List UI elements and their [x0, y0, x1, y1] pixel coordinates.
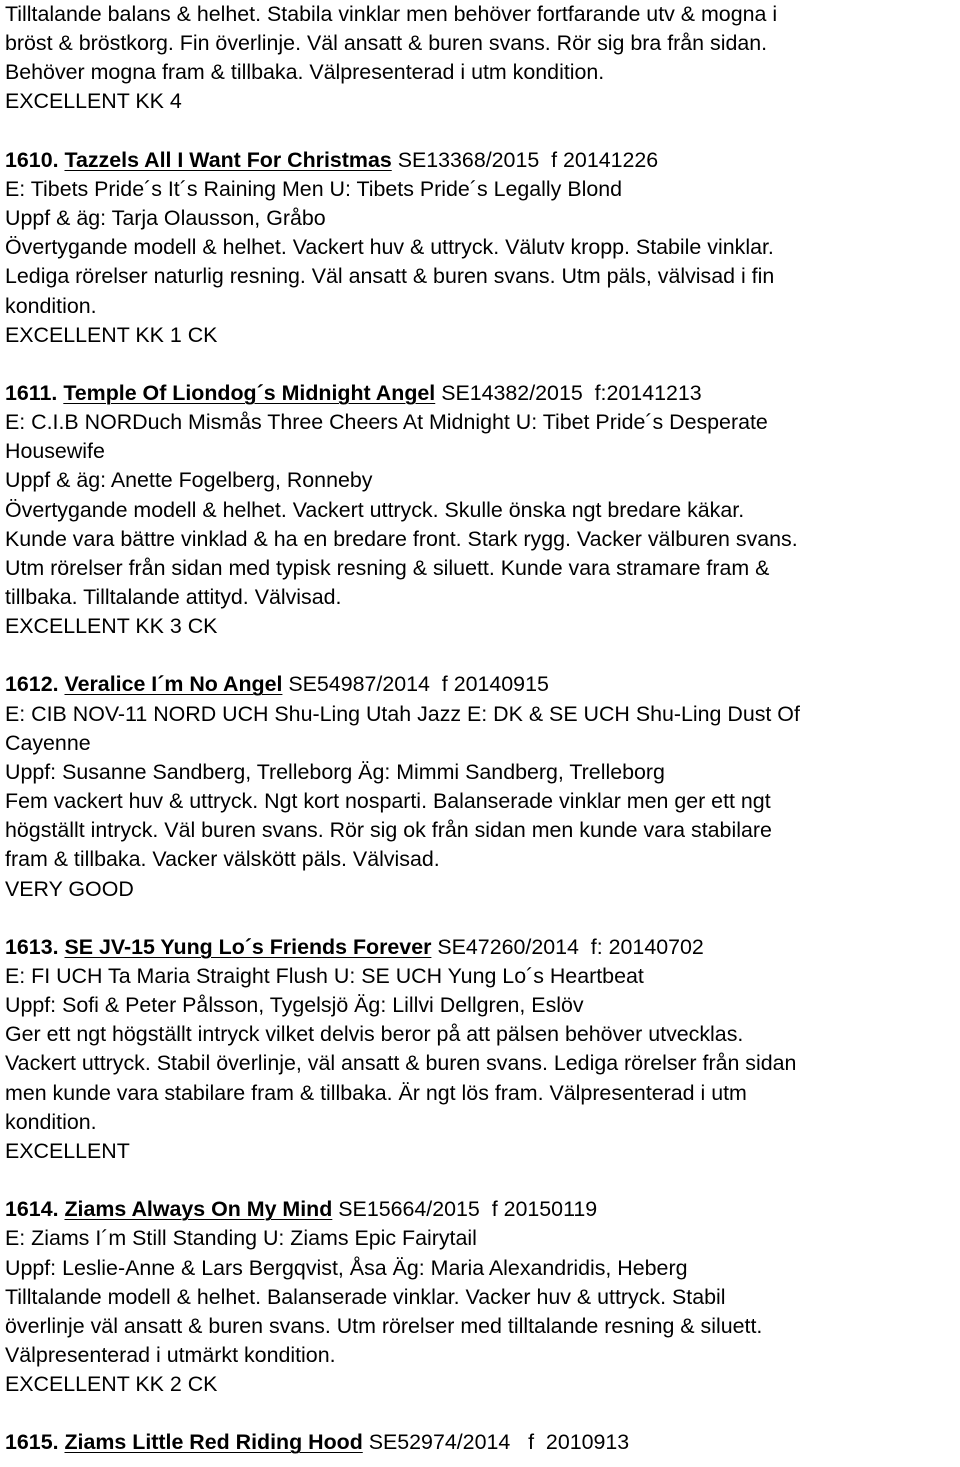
- entry-detail-line: Uppf & äg: Anette Fogelberg, Ronneby: [5, 468, 373, 493]
- entry-heading: [5, 933, 704, 962]
- dog-name: Tazzels All I Want For Christmas: [64, 147, 392, 172]
- catalog-number: 1612.: [5, 672, 59, 697]
- catalog-number: 1614.: [5, 1197, 59, 1222]
- catalog-number: 1610.: [5, 147, 59, 172]
- entry-heading: [5, 670, 549, 699]
- entry-detail-line: Uppf & äg: Tarja Olausson, Gråbo: [5, 206, 326, 230]
- dog-name: Ziams Always On My Mind: [64, 1197, 333, 1222]
- entry-detail-line: Housewife: [5, 439, 105, 464]
- entry-detail-line: kondition.: [5, 1109, 97, 1134]
- dog-name: SE JV-15 Yung Lo´s Friends Forever: [64, 934, 432, 959]
- entry-detail-line: E: FI UCH Ta Maria Straight Flush U: SE UCH Yung Lo´s Heartbeat: [5, 963, 644, 988]
- dog-name: Temple Of Liondog´s Midnight Angel: [63, 380, 436, 405]
- entry-detail-line: E: Tibets Pride´s It´s Raining Men U: Tibets Pride´s Legally Blond: [5, 176, 623, 201]
- entry-detail-line: Vackert uttryck. Stabil överlinje, väl ansatt & buren svans. Lediga rörelser från sidan: [5, 1051, 797, 1076]
- entry-detail-line: överlinje väl ansatt & buren svans. Utm rörelser med tilltalande resning & siluett.: [5, 1313, 763, 1338]
- entry-detail-line: fram & tillbaka. Vacker välskött päls. Välvisad.: [5, 847, 440, 872]
- critique-line: Tilltalande balans & helhet. Stabila vinklar men behöver fortfarande utv & mogna i: [5, 2, 778, 26]
- entry-detail-line: Uppf: Leslie-Anne & Lars Bergqvist, Åsa Äg: Maria Alexandridis, Heberg: [5, 1255, 688, 1280]
- registration-and-birthdate: SE13368/2015 f 20141226: [397, 147, 659, 172]
- entry-detail-line: E: CIB NOV-11 NORD UCH Shu-Ling Utah Jazz E: DK & SE UCH Shu-Ling Dust Of: [5, 701, 800, 726]
- entry-detail-line: Kunde vara bättre vinklad & ha en bredare front. Stark rygg. Vacker välburen svans.: [5, 526, 798, 551]
- entry-detail-line: Välpresenterad i utmärkt kondition.: [5, 1342, 336, 1367]
- entry-detail-line: Cayenne: [5, 730, 91, 755]
- entry-detail-line: Fem vackert huv & uttryck. Ngt kort nosparti. Balanserade vinklar men ger ett ngt: [5, 789, 771, 813]
- dog-name: Veralice I´m No Angel: [64, 672, 283, 697]
- registration-and-birthdate: SE47260/2014 f: 20140702: [437, 934, 704, 959]
- result-line: VERY GOOD: [5, 876, 134, 901]
- catalog-number: 1613.: [5, 934, 59, 959]
- result-line: EXCELLENT: [5, 1138, 130, 1163]
- result-line: EXCELLENT KK 4: [5, 89, 182, 114]
- critique-line: bröst & bröstkorg. Fin överlinje. Väl ansatt & buren svans. Rör sig bra från sidan.: [5, 31, 768, 56]
- registration-and-birthdate: SE54987/2014 f 20140915: [288, 672, 549, 697]
- entry-detail-line: E: C.I.B NORDuch Mismås Three Cheers At Midnight U: Tibet Pride´s Desperate: [5, 410, 768, 435]
- entry-detail-line: kondition.: [5, 293, 97, 318]
- registration-and-birthdate: SE52974/2014 f 2010913: [368, 1430, 630, 1455]
- entry-detail-line: tillbaka. Tilltalande attityd. Välvisad.: [5, 585, 342, 609]
- entry-detail-line: Uppf: Sofi & Peter Pålsson, Tygelsjö Äg: Lillvi Dellgren, Eslöv: [5, 993, 584, 1018]
- entry-detail-line: Ger ett ngt högställt intryck vilket delvis beror på att pälsen behöver utvecklas.: [5, 1022, 744, 1047]
- critique-line: Behöver mogna fram & tillbaka. Välpresenterad i utm kondition.: [5, 60, 605, 85]
- result-line: EXCELLENT KK 1 CK: [5, 322, 218, 347]
- registration-and-birthdate: SE14382/2015 f:20141213: [441, 380, 702, 405]
- entry-detail-line: Uppf: Susanne Sandberg, Trelleborg Äg: Mimmi Sandberg, Trelleborg: [5, 759, 665, 784]
- catalog-number: 1611.: [5, 380, 58, 405]
- registration-and-birthdate: SE15664/2015 f 20150119: [338, 1197, 598, 1222]
- entry-detail-line: men kunde vara stabilare fram & tillbaka. Är ngt lös fram. Välpresenterad i utm: [5, 1080, 747, 1105]
- result-line: EXCELLENT KK 2 CK: [5, 1372, 218, 1396]
- dog-name: Ziams Little Red Riding Hood: [64, 1430, 363, 1455]
- entry-detail-line: Övertygande modell & helhet. Vackert uttryck. Skulle önska ngt bredare käkar.: [5, 497, 745, 522]
- catalog-number: 1615.: [5, 1430, 59, 1455]
- entry-heading: [5, 1428, 629, 1457]
- entry-detail-line: E: Ziams I´m Still Standing U: Ziams Epic Fairytail: [5, 1226, 477, 1251]
- entry-detail-line: Utm rörelser från sidan med typisk resning & siluett. Kunde vara stramare fram &: [5, 555, 770, 580]
- entry-detail-line: högställt intryck. Väl buren svans. Rör sig ok från sidan men kunde vara stabilare: [5, 818, 772, 843]
- entry-detail-line: Lediga rörelser naturlig resning. Väl ansatt & buren svans. Utm päls, välvisad i fin: [5, 264, 775, 289]
- result-line: EXCELLENT KK 3 CK: [5, 614, 218, 639]
- entry-detail-line: Övertygande modell & helhet. Vackert huv & uttryck. Välutv kropp. Stabile vinklar.: [5, 235, 774, 260]
- entry-heading: [5, 146, 658, 175]
- entry-heading: [5, 379, 702, 408]
- entry-heading: [5, 1195, 597, 1224]
- entry-detail-line: Tilltalande modell & helhet. Balanserade vinklar. Vacker huv & uttryck. Stabil: [5, 1284, 726, 1309]
